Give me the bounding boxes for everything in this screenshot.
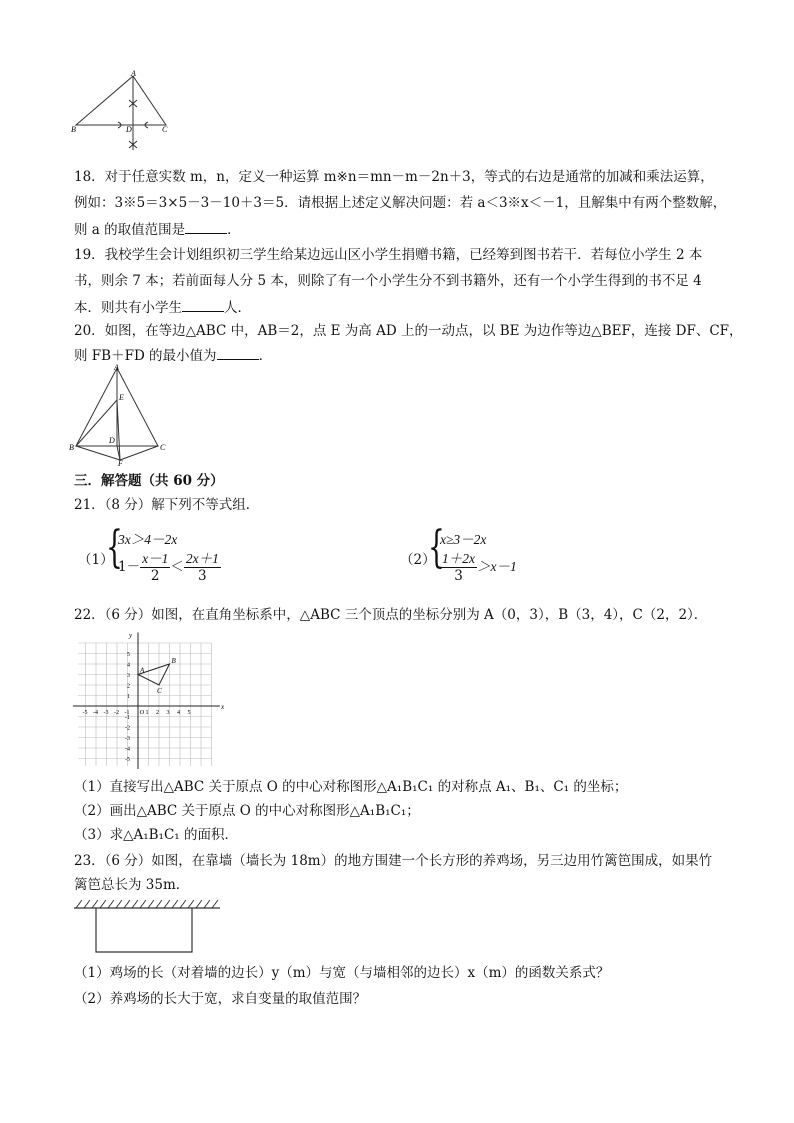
top-triangle-figure [68, 70, 178, 154]
section3-title: 三．解答题（共 60 分） [74, 473, 224, 489]
wall-hatch [148, 900, 154, 908]
label-F: F [118, 459, 123, 466]
q18-end: ． [227, 222, 241, 238]
wall-hatch [124, 900, 130, 908]
q23-line2: 篱笆总长为 35m． [74, 877, 190, 893]
wall-hatch [164, 900, 170, 908]
label-A: A [131, 70, 136, 78]
q21-p2-frac-num: 1＋2x [442, 551, 475, 566]
y-tick-label: -1 [125, 715, 130, 721]
q22-title: 22．（6 分）如图，在直角坐标系中，△ABC 三个顶点的坐标分别为 A（0，3），B（3，4），C（2，2）． [74, 607, 708, 623]
x-tick-label: 5 [187, 710, 191, 716]
q19-line3 [74, 298, 251, 317]
x-tick-label: 2 [156, 710, 159, 716]
wall-hatch [84, 900, 90, 908]
wall-hatch [76, 900, 82, 908]
equilateral-triangle-figure [66, 362, 170, 466]
wall-hatch [212, 900, 218, 908]
wall-hatch [140, 900, 146, 908]
wall-hatch [196, 900, 202, 908]
x-tick-label: -2 [114, 710, 119, 716]
q21-part1-label: （1） [78, 552, 114, 568]
x-tick-label: 3 [166, 710, 170, 716]
q20-end: ． [258, 348, 273, 364]
q18-line3 [74, 220, 241, 239]
label-B: B [69, 443, 74, 452]
y-tick-label: 4 [127, 662, 130, 669]
q22-sub2: （2）画出△ABC 关于原点 O 的中心对称图形△A₁B₁C₁； [74, 803, 420, 819]
q21-p1-frac2-den: 3 [198, 568, 207, 584]
q22-sub3: （3）求△A₁B₁C₁ 的面积． [74, 827, 238, 843]
wall-hatch [116, 900, 122, 908]
wall-hatch [92, 900, 98, 908]
q21-part2-label: （2） [400, 552, 436, 568]
label-B: B [71, 125, 76, 134]
q18-line2: 例如：3※5＝3×5－3－10＋3＝5．请根据上述定义解决问题：若 a＜3※x＜－1，且解集中有两个整数解， [74, 195, 727, 211]
q21-p1-pre: 1－ [118, 559, 141, 575]
q21-p1-frac2-num: 2x＋1 [185, 551, 219, 566]
x-tick-label: -4 [93, 710, 98, 716]
q19-end: 人． [224, 300, 251, 316]
wall-hatch [180, 900, 186, 908]
q21-p1-frac1-den: 2 [150, 568, 160, 584]
q21-p1-lt: ＜ [170, 559, 184, 575]
y-tick-label: 3 [127, 673, 130, 679]
wall-hatch [204, 900, 210, 908]
q18-answer-blank[interactable] [185, 220, 227, 234]
wall-hatch [132, 900, 138, 908]
wall-hatch [188, 900, 194, 908]
q18-prompt: 则 a 的取值范围是 [74, 222, 186, 238]
q21-title: 21．（8 分）解下列不等式组． [74, 497, 260, 513]
x-tick-label: -3 [103, 710, 109, 716]
x-tick-label: 1 [145, 710, 149, 716]
q20-line1: 20．如图，在等边△ABC 中，AB＝2，点 E 为高 AD 上的一动点，以 BE 为边作等边△BEF，连接 DF、CF， [74, 323, 743, 339]
point-C-label: C [157, 687, 162, 695]
q21-part2-brace: { [428, 522, 445, 573]
y-tick-label: -3 [125, 736, 130, 742]
q23-sub1: （1）鸡场的长（对着墙的边长）y（m）与宽（与墙相邻的边长）x（m）的函数关系式？ [74, 965, 610, 981]
x-tick-label: 4 [177, 710, 180, 716]
q20-prompt: 则 FB＋FD 的最小值为 [74, 348, 217, 364]
q21-p1-frac1-num: x－1 [142, 551, 169, 566]
x-tick-label: -5 [82, 710, 88, 716]
x-axis-label: x [220, 703, 225, 711]
q19-prompt: 本．则共有小学生 [74, 300, 182, 316]
y-tick-label: -4 [125, 746, 130, 753]
y-tick-label: 5 [127, 652, 130, 658]
wall-hatch [156, 900, 162, 908]
q19-line1: 19．我校学生会计划组织初三学生给某边远山区小学生捐赠书籍，已经筹到图书若干．若每位小学生 2 本 [74, 247, 703, 263]
q21-p2-post: ＞x－1 [477, 559, 517, 574]
q23-line1: 23．（6 分）如图，在靠墙（墙长为 18m）的地方围建一个长方形的养鸡场，另三边用竹篱笆围成，如果竹 [74, 853, 713, 869]
y-tick-label: -2 [125, 725, 130, 732]
origin-label: O [139, 709, 145, 716]
label-C: C [162, 125, 168, 134]
wall-hatch [108, 900, 114, 908]
label-A: A [114, 363, 119, 372]
y-tick-label: 1 [127, 694, 130, 700]
x-tick-label: -1 [124, 710, 130, 716]
wall-hatch [172, 900, 178, 908]
label-D: D [126, 125, 132, 134]
q23-sub2: （2）养鸡场的长大于宽，求自变量的取值范围？ [74, 991, 367, 1007]
point-A-label: A [140, 666, 145, 675]
y-tick-label: 2 [127, 683, 130, 690]
q21-p2-frac-den: 3 [454, 568, 463, 584]
label-D: D [109, 436, 115, 445]
q21-part2-ineq2 [440, 551, 517, 584]
label-E: E [119, 393, 124, 402]
q21-part2-ineq1: x≥3－2x [440, 532, 487, 547]
point-B-label: B [171, 657, 176, 665]
wall-enclosure-figure [72, 898, 224, 956]
q19-line2: 书，则余 7 本；若前面每人分 5 本，则除了有一个小学生分不到书籍外，还有一个小学生得到的书不足 4 [74, 273, 702, 289]
q22-sub1: （1）直接写出△ABC 关于原点 O 的中心对称图形△A₁B₁C₁ 的对称点 A₁、B₁、C₁ 的坐标； [74, 779, 628, 795]
q20-answer-blank[interactable] [217, 346, 259, 360]
coordinate-grid [72, 628, 228, 770]
y-tick-label: -5 [125, 757, 130, 763]
q21-part1-ineq1: 3x＞4－2x [118, 532, 178, 547]
q21-part1-ineq2 [118, 551, 221, 584]
y-axis-label: y [129, 631, 133, 640]
q21-part1-brace: { [106, 522, 123, 573]
q19-answer-blank[interactable] [182, 298, 224, 312]
q18-line1: 18．对于任意实数 m，n，定义一种运算 m※n＝mn－m－2n＋3，等式的右边是通常的加减和乘法运算， [74, 169, 714, 185]
wall-hatch [100, 900, 106, 908]
label-C: C [160, 443, 166, 452]
